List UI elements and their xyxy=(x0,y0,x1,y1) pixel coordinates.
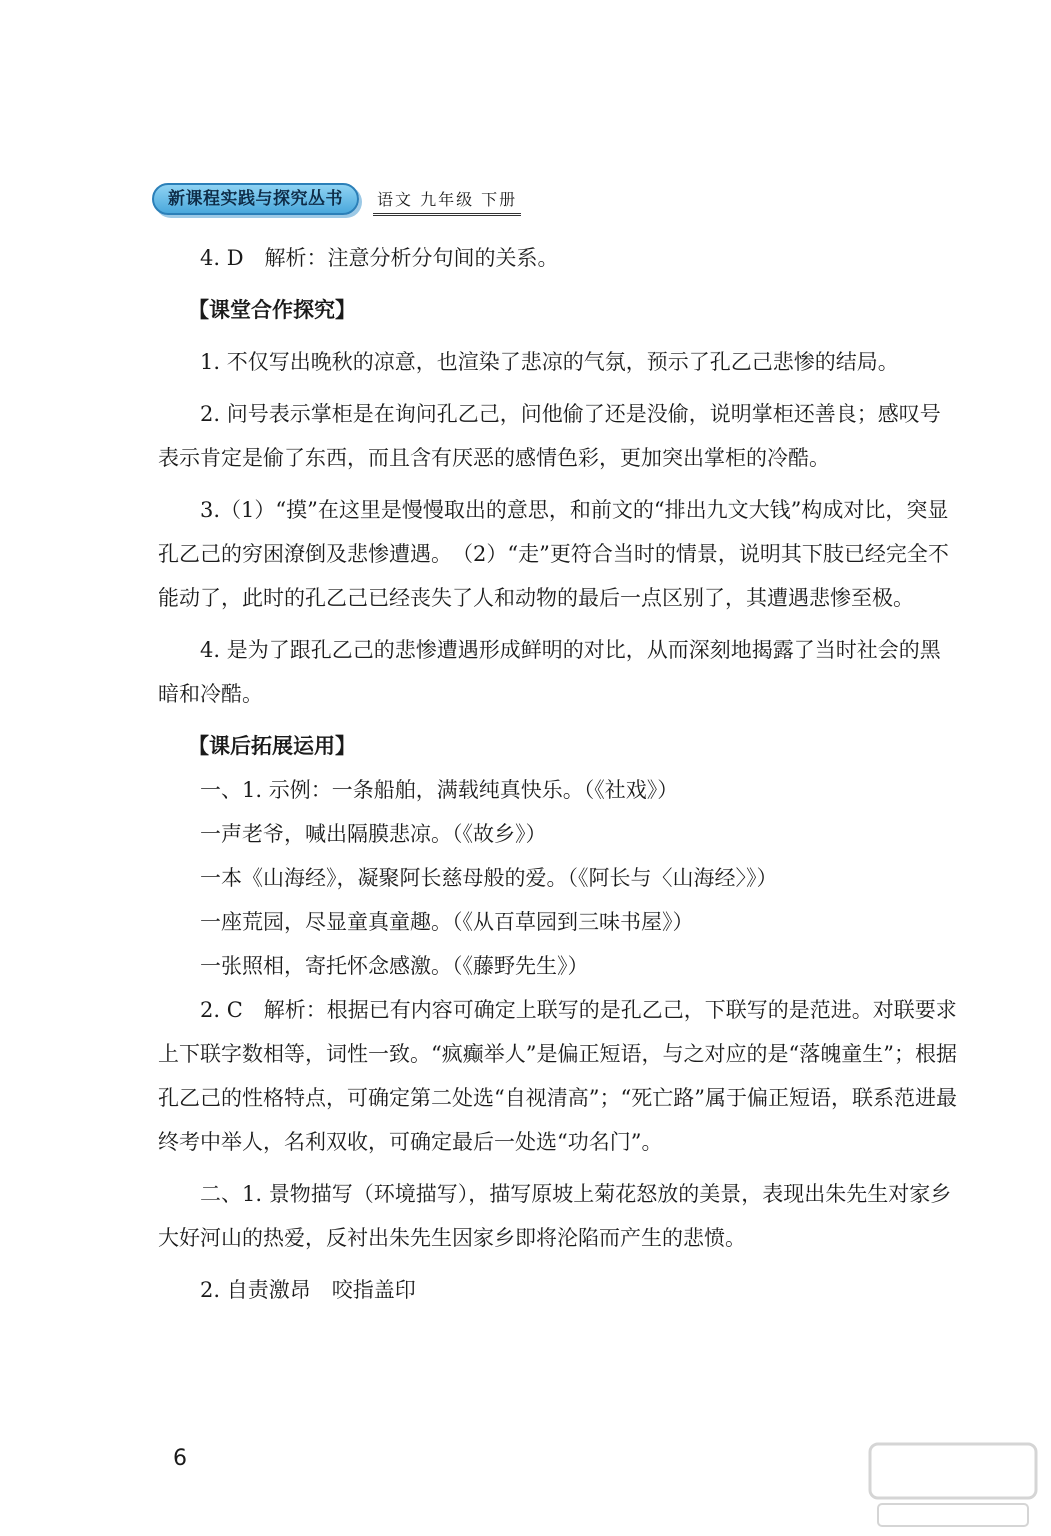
page-header xyxy=(152,181,521,216)
answer-line: 一声老爷，喊出隔膜悲凉。（《故乡》） xyxy=(200,822,547,846)
page-number: 6 xyxy=(173,1446,187,1471)
answer-content xyxy=(158,236,958,1312)
answer-line: 2. 自责激昂 咬指盖印 xyxy=(200,1278,416,1302)
series-title-badge: 新课程实践与探究丛书 xyxy=(152,183,359,215)
subject-label: 语文 九年级 下册 xyxy=(373,187,521,216)
answer-line: 2. 问号表示掌柜是在询问孔乙己，问他偷了还是没偷，说明掌柜还善良；感叹号表示肯定是偷了东西，而且含有厌恶的感情色彩，更加突出掌柜的冷酷。 xyxy=(158,402,941,470)
section-heading-after-class: 【课后拓展运用】 xyxy=(188,734,356,758)
answer-line: 一、1. 示例：一条船舶，满载纯真快乐。（《社戏》） xyxy=(200,778,679,802)
watermark-logo-icon xyxy=(868,1440,1038,1530)
answer-line: 2. C 解析：根据已有内容可确定上联写的是孔乙己，下联写的是范进。对联要求上下联字数相等，词性一致。“疯癫举人”是偏正短语，与之对应的是“落魄童生”；根据孔乙己的性格特点，可确定第二处选“自视清高”；“死亡路”属于偏正短语，联系范进最终考中举人，名利双收，可确定最后一处选“功名门”。 xyxy=(158,998,957,1154)
answer-line: 一本《山海经》，凝聚阿长慈母般的爱。（《阿长与〈山海经〉》） xyxy=(200,866,778,890)
answer-line: 一张照相，寄托怀念感激。（《藤野先生》） xyxy=(200,954,589,978)
answer-line: 1. 不仅写出晚秋的凉意，也渲染了悲凉的气氛，预示了孔乙己悲惨的结局。 xyxy=(200,350,899,374)
section-heading-class-cooperation: 【课堂合作探究】 xyxy=(188,298,356,322)
answer-line: 3.（1）“摸”在这里是慢慢取出的意思，和前文的“排出九文大钱”构成对比，突显孔乙己的穷困潦倒及悲惨遭遇。 （2）“走”更符合当时的情景，说明其下肢已经完全不能动了，此时的孔乙己已经丧失了人和动物的最后一点区别了，其遭遇悲惨至极。 xyxy=(158,498,949,610)
answer-line: 4. 是为了跟孔乙己的悲惨遭遇形成鲜明的对比，从而深刻地揭露了当时社会的黑暗和冷酷。 xyxy=(158,638,941,706)
answer-line: 4. D 解析：注意分析分句间的关系。 xyxy=(200,246,559,270)
answer-line: 二、1. 景物描写（环境描写），描写原坡上菊花怒放的美景，表现出朱先生对家乡大好河山的热爱，反衬出朱先生因家乡即将沦陷而产生的悲愤。 xyxy=(158,1182,952,1250)
answer-line: 一座荒园，尽显童真童趣。（《从百草园到三味书屋》） xyxy=(200,910,694,934)
